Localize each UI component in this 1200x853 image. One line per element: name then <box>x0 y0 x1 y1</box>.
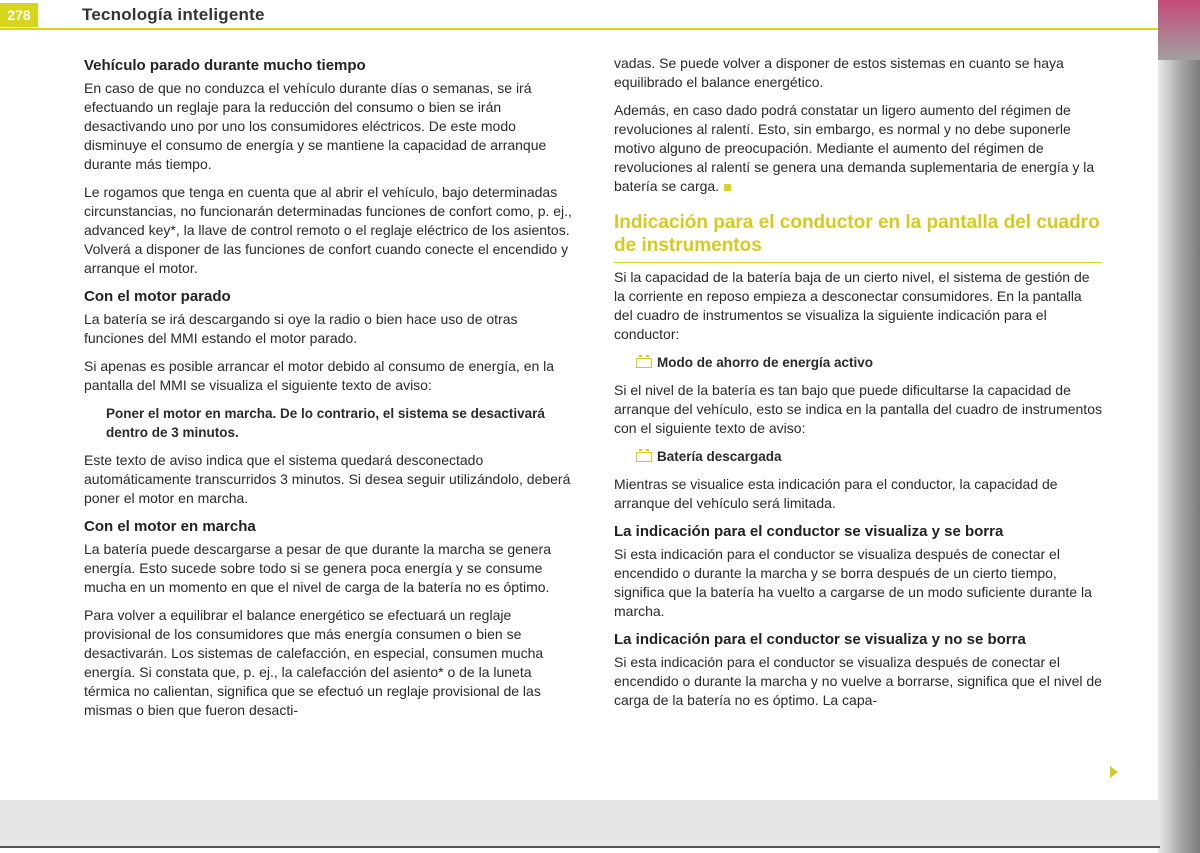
battery-icon <box>636 358 652 368</box>
display-message-battery-discharged <box>636 447 1102 466</box>
paragraph: Este texto de aviso indica que el sistema quedará desconectado automáticamente transcurridos 3 minutos. Si desea seguir utilizándolo, deberá poner el motor en marcha. <box>84 452 571 506</box>
header-rule <box>0 28 1160 30</box>
end-square-icon <box>724 184 731 191</box>
footer-bar <box>0 800 1160 846</box>
paragraph: Si esta indicación para el conductor se visualiza después de conectar el encendido o durante la marcha y no vuelve a borrarse, significa que el nivel de carga de la batería no es óptimo. La capa- <box>614 654 1102 708</box>
heading-shown-and-cleared: La indicación para el conductor se visualiza y se borra <box>614 523 1004 540</box>
section-title: Tecnología inteligente <box>82 5 265 24</box>
display-message-text: Modo de ahorro de energía activo <box>657 355 874 370</box>
left-column <box>84 54 572 729</box>
paragraph: La batería puede descargarse a pesar de que durante la marcha se genera energía. Esto sucede sobre todo si se genera poca energía y se consume mucha en un momento en que el nivel de carga de la batería no es óptimo. <box>84 541 551 595</box>
heading-engine-off: Con el motor parado <box>84 288 231 305</box>
page-number: 278 <box>0 3 38 27</box>
page-edge-tab-top <box>1158 0 1200 60</box>
paragraph-text: Además, en caso dado podrá constatar un ligero aumento del régimen de revoluciones al ralentí. Esto, sin embargo, es normal y no debe suponerle motivo alguno de preocupación. Mediante el aumento del régimen de revoluciones al ralentí se genera una demanda suplementaria de energía y la batería se carga. <box>614 102 1095 194</box>
paragraph: En caso de que no conduzca el vehículo durante días o semanas, se irá efectuando un reglaje para la reducción del consumo o bien se irán desactivando uno por uno los consumidores eléctricos. De este modo disminuye el consumo de energía y se mantiene la capacidad de arranque durante más tiempo. <box>84 80 547 172</box>
footer-line <box>0 846 1160 848</box>
section-heading-driver-indication: Indicación para el conductor en la pantalla del cuadro de instrumentos <box>614 211 1102 263</box>
paragraph: Si esta indicación para el conductor se visualiza después de conectar el encendido o durante la marcha y se borra después de un cierto tiempo, significa que la batería ha vuelto a cargarse de un modo suficiente durante la marcha. <box>614 546 1092 619</box>
paragraph: La batería se irá descargando si oye la radio o bien hace uso de otras funciones del MMI estando el motor parado. <box>84 311 518 346</box>
heading-vehicle-parked: Vehículo parado durante mucho tiempo <box>84 57 366 74</box>
paragraph: Mientras se visualice esta indicación para el conductor, la capacidad de arranque del vehículo será limitada. <box>614 476 1058 511</box>
paragraph: Le rogamos que tenga en cuenta que al abrir el vehículo, bajo determinadas circunstancias, no funcionarán determinadas funciones de confort como, p. ej., advanced key*, la llave de control remoto o el reglaje eléctrico de los asientos. Volverá a disponer de las funciones de confort cuando conecte el encendido y arranque el motor. <box>84 184 572 276</box>
paragraph: Si el nivel de la batería es tan bajo que puede dificultarse la capacidad de arranque del vehículo, esto se indica en la pantalla del cuadro de instrumentos con el siguiente texto de aviso: <box>614 382 1102 436</box>
paragraph: vadas. Se puede volver a disponer de estos sistemas en cuanto se haya equilibrado el balance energético. <box>614 55 1064 90</box>
paragraph: Si la capacidad de la batería baja de un cierto nivel, el sistema de gestión de la corriente en reposo empieza a desconectar consumidores. En la pantalla del cuadro de instrumentos se visualiza la siguiente indicación para el conductor: <box>614 269 1090 342</box>
display-message-text: Batería descargada <box>657 449 782 464</box>
heading-shown-not-cleared: La indicación para el conductor se visualiza y no se borra <box>614 631 1026 648</box>
heading-engine-running: Con el motor en marcha <box>84 518 256 535</box>
paragraph-with-end-marker <box>614 101 1102 196</box>
paragraph: Para volver a equilibrar el balance energético se efectuará un reglaje provisional de los consumidores que más energía consumen o bien se desactivarán. Los sistemas de calefacción, en especial, consumen mucha energía. Si constata que, p. ej., la calefacción del asiento* o de la luneta térmica no calientan, significa que se efectuó un reglaje provisional de las mismas o bien que fueron desacti- <box>84 607 544 718</box>
battery-icon <box>636 452 652 462</box>
continue-arrow-icon <box>1110 766 1118 778</box>
page-edge-tab <box>1158 0 1200 853</box>
paragraph: Si apenas es posible arrancar el motor debido al consumo de energía, en la pantalla del MMI se visualiza el siguiente texto de aviso: <box>84 358 555 393</box>
mmi-warning-text: Poner el motor en marcha. De lo contrario, el sistema se desactivará dentro de 3 minutos. <box>106 406 545 440</box>
display-message-energy-saving <box>636 353 1102 372</box>
right-column <box>614 54 1102 719</box>
